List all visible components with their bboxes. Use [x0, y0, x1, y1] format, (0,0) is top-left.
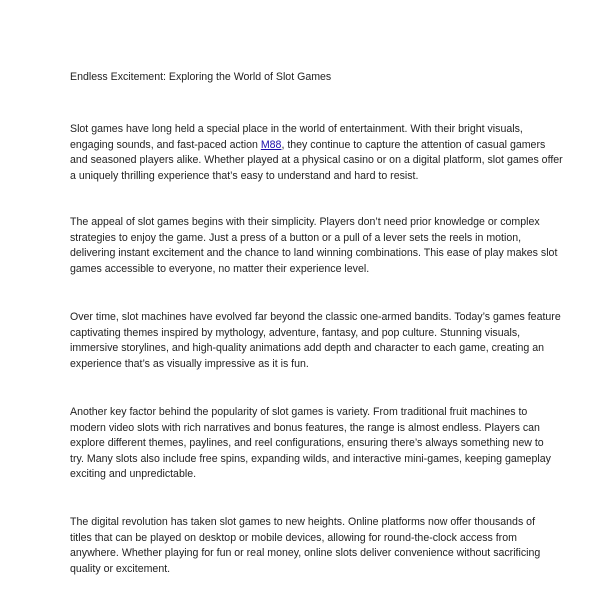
paragraph-line: strategies to enjoy the game. Just a press of a button or a pull of a lever sets the reels in motion,	[70, 231, 522, 244]
paragraph-line: a uniquely thrilling experience that’s easy to understand and hard to resist.	[70, 169, 419, 182]
paragraph-line: Another key factor behind the popularity of slot games is variety. From traditional fruit machines to	[70, 406, 528, 418]
paragraph-line: explore different themes, paylines, and reel configurations, ensuring there’s always something new to	[70, 437, 544, 450]
paragraph-5	[70, 515, 540, 577]
paragraph-line: exciting and unpredictable.	[70, 468, 197, 481]
paragraph-2	[70, 215, 558, 277]
paragraph-line: modern video slots with rich narratives and bonus features, the range is almost endless. Players can	[70, 421, 540, 434]
paragraph-3	[70, 310, 561, 372]
paragraph-line: captivating themes inspired by mythology, adventure, fantasy, and pop culture. Stunning visuals,	[70, 326, 521, 339]
paragraph-line: Over time, slot machines have evolved far beyond the classic one-armed bandits. Today’s games feature	[70, 311, 561, 323]
paragraph-line-with-link	[70, 138, 546, 154]
paragraph-line: games accessible to everyone, no matter their experience level.	[70, 262, 370, 275]
paragraph-line: titles that can be played on desktop or mobile devices, allowing for round-the-clock access from	[70, 531, 517, 544]
m88-link[interactable]: M88	[260, 138, 282, 151]
paragraph-line: quality or excitement.	[70, 562, 171, 575]
paragraph-line: The digital revolution has taken slot games to new heights. Online platforms now offer thousands of	[70, 516, 536, 528]
paragraph-1	[70, 122, 563, 184]
paragraph-line: The appeal of slot games begins with their simplicity. Players don’t need prior knowledge or complex	[70, 216, 540, 228]
link-suffix-text: , they continue to capture the attention of casual gamers	[281, 138, 546, 151]
paragraph-line: delivering instant excitement and the chance to land winning combinations. This ease of play makes slot	[70, 247, 558, 260]
paragraph-line: immersive storylines, and high-quality animations add depth and character to each game, creating an	[70, 342, 545, 355]
paragraph-line: try. Many slots also include free spins, expanding wilds, and interactive mini-games, keeping gameplay	[70, 452, 551, 465]
paragraph-4	[70, 405, 551, 483]
paragraph-line: Slot games have long held a special place in the world of entertainment. With their bright visuals,	[70, 123, 523, 135]
paragraph-line: anywhere. Whether playing for fun or real money, online slots deliver convenience without sacrificing	[70, 547, 541, 560]
link-prefix-text: engaging sounds, and fast-paced action	[70, 138, 261, 151]
paragraph-line: and seasoned players alike. Whether played at a physical casino or on a digital platform, slot games offer	[70, 154, 563, 167]
paragraph-line: experience that’s as visually impressive as it is fun.	[70, 357, 309, 370]
document-title: Endless Excitement: Exploring the World of Slot Games	[70, 71, 332, 83]
